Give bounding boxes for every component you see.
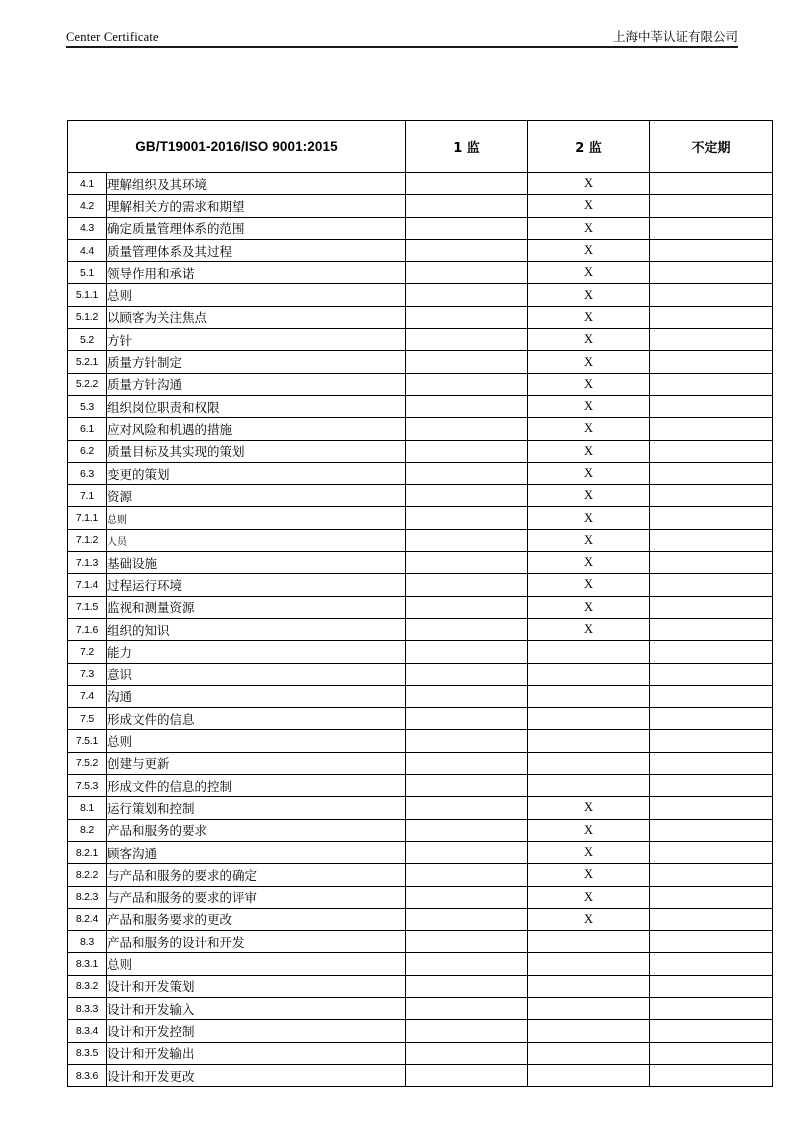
mark-irregular	[650, 975, 773, 997]
clause-title: 创建与更新	[107, 752, 406, 774]
mark-surveillance-2: X	[528, 596, 650, 618]
mark-surveillance-1	[406, 685, 528, 707]
mark-surveillance-2	[528, 997, 650, 1019]
mark-irregular	[650, 797, 773, 819]
clause-title: 质量方针沟通	[107, 373, 406, 395]
clause-title: 理解组织及其环境	[107, 173, 406, 195]
mark-irregular	[650, 908, 773, 930]
mark-irregular	[650, 596, 773, 618]
mark-surveillance-2	[528, 708, 650, 730]
mark-surveillance-1	[406, 908, 528, 930]
mark-irregular	[650, 173, 773, 195]
mark-irregular	[650, 1042, 773, 1064]
mark-irregular	[650, 997, 773, 1019]
mark-irregular	[650, 529, 773, 551]
clause-number: 5.2.1	[68, 351, 107, 373]
mark-surveillance-1	[406, 841, 528, 863]
clause-title: 与产品和服务的要求的确定	[107, 864, 406, 886]
mark-irregular	[650, 1020, 773, 1042]
clause-title: 设计和开发策划	[107, 975, 406, 997]
clause-title: 能力	[107, 641, 406, 663]
mark-surveillance-2: X	[528, 284, 650, 306]
table-row	[68, 931, 773, 953]
table-row	[68, 730, 773, 752]
clause-number: 5.2.2	[68, 373, 107, 395]
clause-number: 6.1	[68, 418, 107, 440]
mark-surveillance-1	[406, 975, 528, 997]
clause-title: 总则	[107, 953, 406, 975]
mark-irregular	[650, 284, 773, 306]
mark-surveillance-2: X	[528, 373, 650, 395]
table-row	[68, 507, 773, 529]
clause-title: 领导作用和承诺	[107, 262, 406, 284]
mark-surveillance-2	[528, 931, 650, 953]
audit-clause-table	[67, 120, 773, 1087]
clause-title: 组织的知识	[107, 618, 406, 640]
mark-surveillance-1	[406, 574, 528, 596]
clause-title: 资源	[107, 485, 406, 507]
clause-title: 以顾客为关注焦点	[107, 306, 406, 328]
page-running-header	[66, 24, 738, 48]
mark-surveillance-2	[528, 975, 650, 997]
clause-number: 7.3	[68, 663, 107, 685]
mark-surveillance-2: X	[528, 529, 650, 551]
table-row	[68, 618, 773, 640]
mark-irregular	[650, 418, 773, 440]
mark-surveillance-2: X	[528, 440, 650, 462]
clause-number: 7.5.2	[68, 752, 107, 774]
clause-number: 8.3	[68, 931, 107, 953]
table-row	[68, 1064, 773, 1086]
clause-title: 过程运行环境	[107, 574, 406, 596]
table-row	[68, 485, 773, 507]
clause-title: 设计和开发输出	[107, 1042, 406, 1064]
clause-number: 8.2.4	[68, 908, 107, 930]
clause-number: 7.1.3	[68, 552, 107, 574]
mark-surveillance-1	[406, 462, 528, 484]
mark-irregular	[650, 841, 773, 863]
table-row	[68, 797, 773, 819]
mark-surveillance-2: X	[528, 841, 650, 863]
table-header-row	[68, 121, 773, 173]
clause-number: 7.1.6	[68, 618, 107, 640]
table-row	[68, 819, 773, 841]
table-row	[68, 685, 773, 707]
clause-number: 5.1.1	[68, 284, 107, 306]
mark-surveillance-1	[406, 195, 528, 217]
mark-surveillance-1	[406, 373, 528, 395]
table-row	[68, 440, 773, 462]
mark-surveillance-1	[406, 752, 528, 774]
mark-irregular	[650, 552, 773, 574]
clause-title: 设计和开发更改	[107, 1064, 406, 1086]
header-company-name: 上海中莘认证有限公司	[612, 29, 738, 44]
table-body	[68, 173, 773, 1087]
mark-irregular	[650, 373, 773, 395]
mark-irregular	[650, 239, 773, 261]
mark-surveillance-2: X	[528, 819, 650, 841]
table-row	[68, 373, 773, 395]
table-row	[68, 173, 773, 195]
mark-surveillance-2: X	[528, 395, 650, 417]
clause-number: 7.1	[68, 485, 107, 507]
clause-number: 8.3.4	[68, 1020, 107, 1042]
table-row	[68, 1042, 773, 1064]
clause-number: 8.3.2	[68, 975, 107, 997]
mark-surveillance-1	[406, 997, 528, 1019]
mark-surveillance-1	[406, 552, 528, 574]
table-row	[68, 641, 773, 663]
mark-irregular	[650, 440, 773, 462]
table-row	[68, 574, 773, 596]
mark-irregular	[650, 574, 773, 596]
mark-surveillance-2: X	[528, 507, 650, 529]
mark-surveillance-1	[406, 351, 528, 373]
mark-irregular	[650, 1064, 773, 1086]
column-header-surveillance-2: 2 监	[528, 121, 650, 173]
clause-title: 沟通	[107, 685, 406, 707]
mark-irregular	[650, 663, 773, 685]
clause-number: 4.4	[68, 239, 107, 261]
mark-surveillance-2: X	[528, 797, 650, 819]
clause-number: 7.4	[68, 685, 107, 707]
clause-number: 4.2	[68, 195, 107, 217]
clause-title: 设计和开发控制	[107, 1020, 406, 1042]
clause-number: 7.1.2	[68, 529, 107, 551]
clause-number: 5.3	[68, 395, 107, 417]
clause-number: 8.2.1	[68, 841, 107, 863]
clause-number: 8.3.1	[68, 953, 107, 975]
clause-number: 8.3.5	[68, 1042, 107, 1064]
mark-surveillance-1	[406, 485, 528, 507]
clause-title: 意识	[107, 663, 406, 685]
mark-surveillance-1	[406, 953, 528, 975]
clause-title: 产品和服务的设计和开发	[107, 931, 406, 953]
table-row	[68, 1020, 773, 1042]
mark-irregular	[650, 262, 773, 284]
mark-irregular	[650, 329, 773, 351]
mark-surveillance-1	[406, 641, 528, 663]
mark-irregular	[650, 195, 773, 217]
mark-surveillance-2: X	[528, 886, 650, 908]
mark-surveillance-1	[406, 663, 528, 685]
mark-surveillance-2: X	[528, 217, 650, 239]
mark-surveillance-2: X	[528, 306, 650, 328]
mark-irregular	[650, 752, 773, 774]
mark-irregular	[650, 217, 773, 239]
mark-surveillance-2: X	[528, 864, 650, 886]
mark-irregular	[650, 730, 773, 752]
clause-title: 顾客沟通	[107, 841, 406, 863]
header-document-title: Center Certificate	[66, 30, 159, 44]
clause-number: 6.2	[68, 440, 107, 462]
column-header-standard: GB/T19001-2016/ISO 9001:2015	[68, 121, 406, 173]
clause-number: 7.1.1	[68, 507, 107, 529]
clause-number: 7.5	[68, 708, 107, 730]
clause-number: 7.2	[68, 641, 107, 663]
column-header-surveillance-1: 1 监	[406, 121, 528, 173]
table-row	[68, 418, 773, 440]
table-row	[68, 752, 773, 774]
clause-title: 总则	[107, 730, 406, 752]
mark-surveillance-2: X	[528, 552, 650, 574]
clause-number: 7.1.4	[68, 574, 107, 596]
clause-number: 4.3	[68, 217, 107, 239]
clause-title: 基础设施	[107, 552, 406, 574]
mark-surveillance-2	[528, 730, 650, 752]
mark-surveillance-2: X	[528, 239, 650, 261]
table-row	[68, 217, 773, 239]
mark-surveillance-2: X	[528, 418, 650, 440]
mark-surveillance-1	[406, 507, 528, 529]
mark-irregular	[650, 708, 773, 730]
table-row	[68, 663, 773, 685]
mark-surveillance-1	[406, 284, 528, 306]
mark-surveillance-2	[528, 663, 650, 685]
mark-irregular	[650, 953, 773, 975]
clause-title: 质量管理体系及其过程	[107, 239, 406, 261]
mark-surveillance-1	[406, 864, 528, 886]
mark-surveillance-1	[406, 886, 528, 908]
mark-surveillance-2: X	[528, 173, 650, 195]
mark-surveillance-1	[406, 708, 528, 730]
clause-title: 理解相关方的需求和期望	[107, 195, 406, 217]
mark-surveillance-1	[406, 173, 528, 195]
mark-surveillance-2: X	[528, 908, 650, 930]
table-row	[68, 462, 773, 484]
mark-surveillance-2: X	[528, 195, 650, 217]
clause-title: 设计和开发输入	[107, 997, 406, 1019]
mark-irregular	[650, 641, 773, 663]
clause-title: 运行策划和控制	[107, 797, 406, 819]
table-row	[68, 975, 773, 997]
clause-title: 形成文件的信息	[107, 708, 406, 730]
mark-surveillance-1	[406, 217, 528, 239]
clause-number: 7.1.5	[68, 596, 107, 618]
clause-number: 8.2.2	[68, 864, 107, 886]
table-row	[68, 953, 773, 975]
mark-surveillance-2	[528, 1064, 650, 1086]
mark-surveillance-2: X	[528, 574, 650, 596]
clause-number: 5.1	[68, 262, 107, 284]
mark-surveillance-2: X	[528, 351, 650, 373]
table-row	[68, 708, 773, 730]
table-row	[68, 596, 773, 618]
mark-surveillance-1	[406, 1020, 528, 1042]
mark-irregular	[650, 485, 773, 507]
mark-surveillance-2	[528, 775, 650, 797]
table-row	[68, 239, 773, 261]
mark-surveillance-1	[406, 819, 528, 841]
mark-surveillance-2	[528, 685, 650, 707]
mark-surveillance-1	[406, 329, 528, 351]
mark-surveillance-1	[406, 931, 528, 953]
mark-irregular	[650, 507, 773, 529]
mark-irregular	[650, 351, 773, 373]
mark-surveillance-2	[528, 1042, 650, 1064]
clause-number: 7.5.3	[68, 775, 107, 797]
table-row	[68, 262, 773, 284]
mark-irregular	[650, 395, 773, 417]
clause-title: 总则	[107, 507, 406, 529]
clause-number: 7.5.1	[68, 730, 107, 752]
table-row	[68, 864, 773, 886]
clause-title: 应对风险和机遇的措施	[107, 418, 406, 440]
clause-title: 质量方针制定	[107, 351, 406, 373]
mark-surveillance-2	[528, 641, 650, 663]
clause-title: 质量目标及其实现的策划	[107, 440, 406, 462]
mark-surveillance-1	[406, 306, 528, 328]
table-row	[68, 284, 773, 306]
mark-surveillance-2: X	[528, 462, 650, 484]
mark-irregular	[650, 685, 773, 707]
mark-surveillance-1	[406, 618, 528, 640]
table-row	[68, 908, 773, 930]
table-row	[68, 306, 773, 328]
clause-title: 确定质量管理体系的范围	[107, 217, 406, 239]
mark-irregular	[650, 819, 773, 841]
clause-number: 5.2	[68, 329, 107, 351]
table-row	[68, 329, 773, 351]
table-row	[68, 395, 773, 417]
clause-number: 8.3.6	[68, 1064, 107, 1086]
clause-title: 产品和服务要求的更改	[107, 908, 406, 930]
table-row	[68, 997, 773, 1019]
clause-number: 5.1.2	[68, 306, 107, 328]
clause-title: 产品和服务的要求	[107, 819, 406, 841]
mark-irregular	[650, 306, 773, 328]
mark-surveillance-1	[406, 440, 528, 462]
clause-number: 8.3.3	[68, 997, 107, 1019]
clause-title: 人员	[107, 529, 406, 551]
mark-irregular	[650, 462, 773, 484]
clause-title: 方针	[107, 329, 406, 351]
mark-surveillance-1	[406, 596, 528, 618]
mark-irregular	[650, 886, 773, 908]
clause-number: 8.2.3	[68, 886, 107, 908]
mark-surveillance-1	[406, 529, 528, 551]
clause-number: 6.3	[68, 462, 107, 484]
mark-irregular	[650, 864, 773, 886]
mark-surveillance-2	[528, 752, 650, 774]
table-head	[68, 121, 773, 173]
mark-surveillance-1	[406, 1064, 528, 1086]
mark-surveillance-2: X	[528, 485, 650, 507]
mark-irregular	[650, 618, 773, 640]
column-header-irregular: 不定期	[650, 121, 773, 173]
mark-surveillance-1	[406, 395, 528, 417]
table-row	[68, 841, 773, 863]
table-row	[68, 195, 773, 217]
clause-title: 与产品和服务的要求的评审	[107, 886, 406, 908]
clause-title: 形成文件的信息的控制	[107, 775, 406, 797]
mark-surveillance-1	[406, 1042, 528, 1064]
table-row	[68, 552, 773, 574]
mark-surveillance-1	[406, 418, 528, 440]
mark-irregular	[650, 775, 773, 797]
table-row	[68, 886, 773, 908]
mark-surveillance-2	[528, 1020, 650, 1042]
table-row	[68, 775, 773, 797]
mark-surveillance-1	[406, 239, 528, 261]
clause-number: 8.1	[68, 797, 107, 819]
clause-title: 组织岗位职责和权限	[107, 395, 406, 417]
mark-irregular	[650, 931, 773, 953]
mark-surveillance-1	[406, 730, 528, 752]
mark-surveillance-2: X	[528, 329, 650, 351]
clause-title: 总则	[107, 284, 406, 306]
clause-title: 变更的策划	[107, 462, 406, 484]
clause-number: 8.2	[68, 819, 107, 841]
table-row	[68, 351, 773, 373]
mark-surveillance-1	[406, 797, 528, 819]
clause-title: 监视和测量资源	[107, 596, 406, 618]
mark-surveillance-2: X	[528, 262, 650, 284]
mark-surveillance-1	[406, 262, 528, 284]
clause-number: 4.1	[68, 173, 107, 195]
table-row	[68, 529, 773, 551]
mark-surveillance-1	[406, 775, 528, 797]
mark-surveillance-2	[528, 953, 650, 975]
mark-surveillance-2: X	[528, 618, 650, 640]
